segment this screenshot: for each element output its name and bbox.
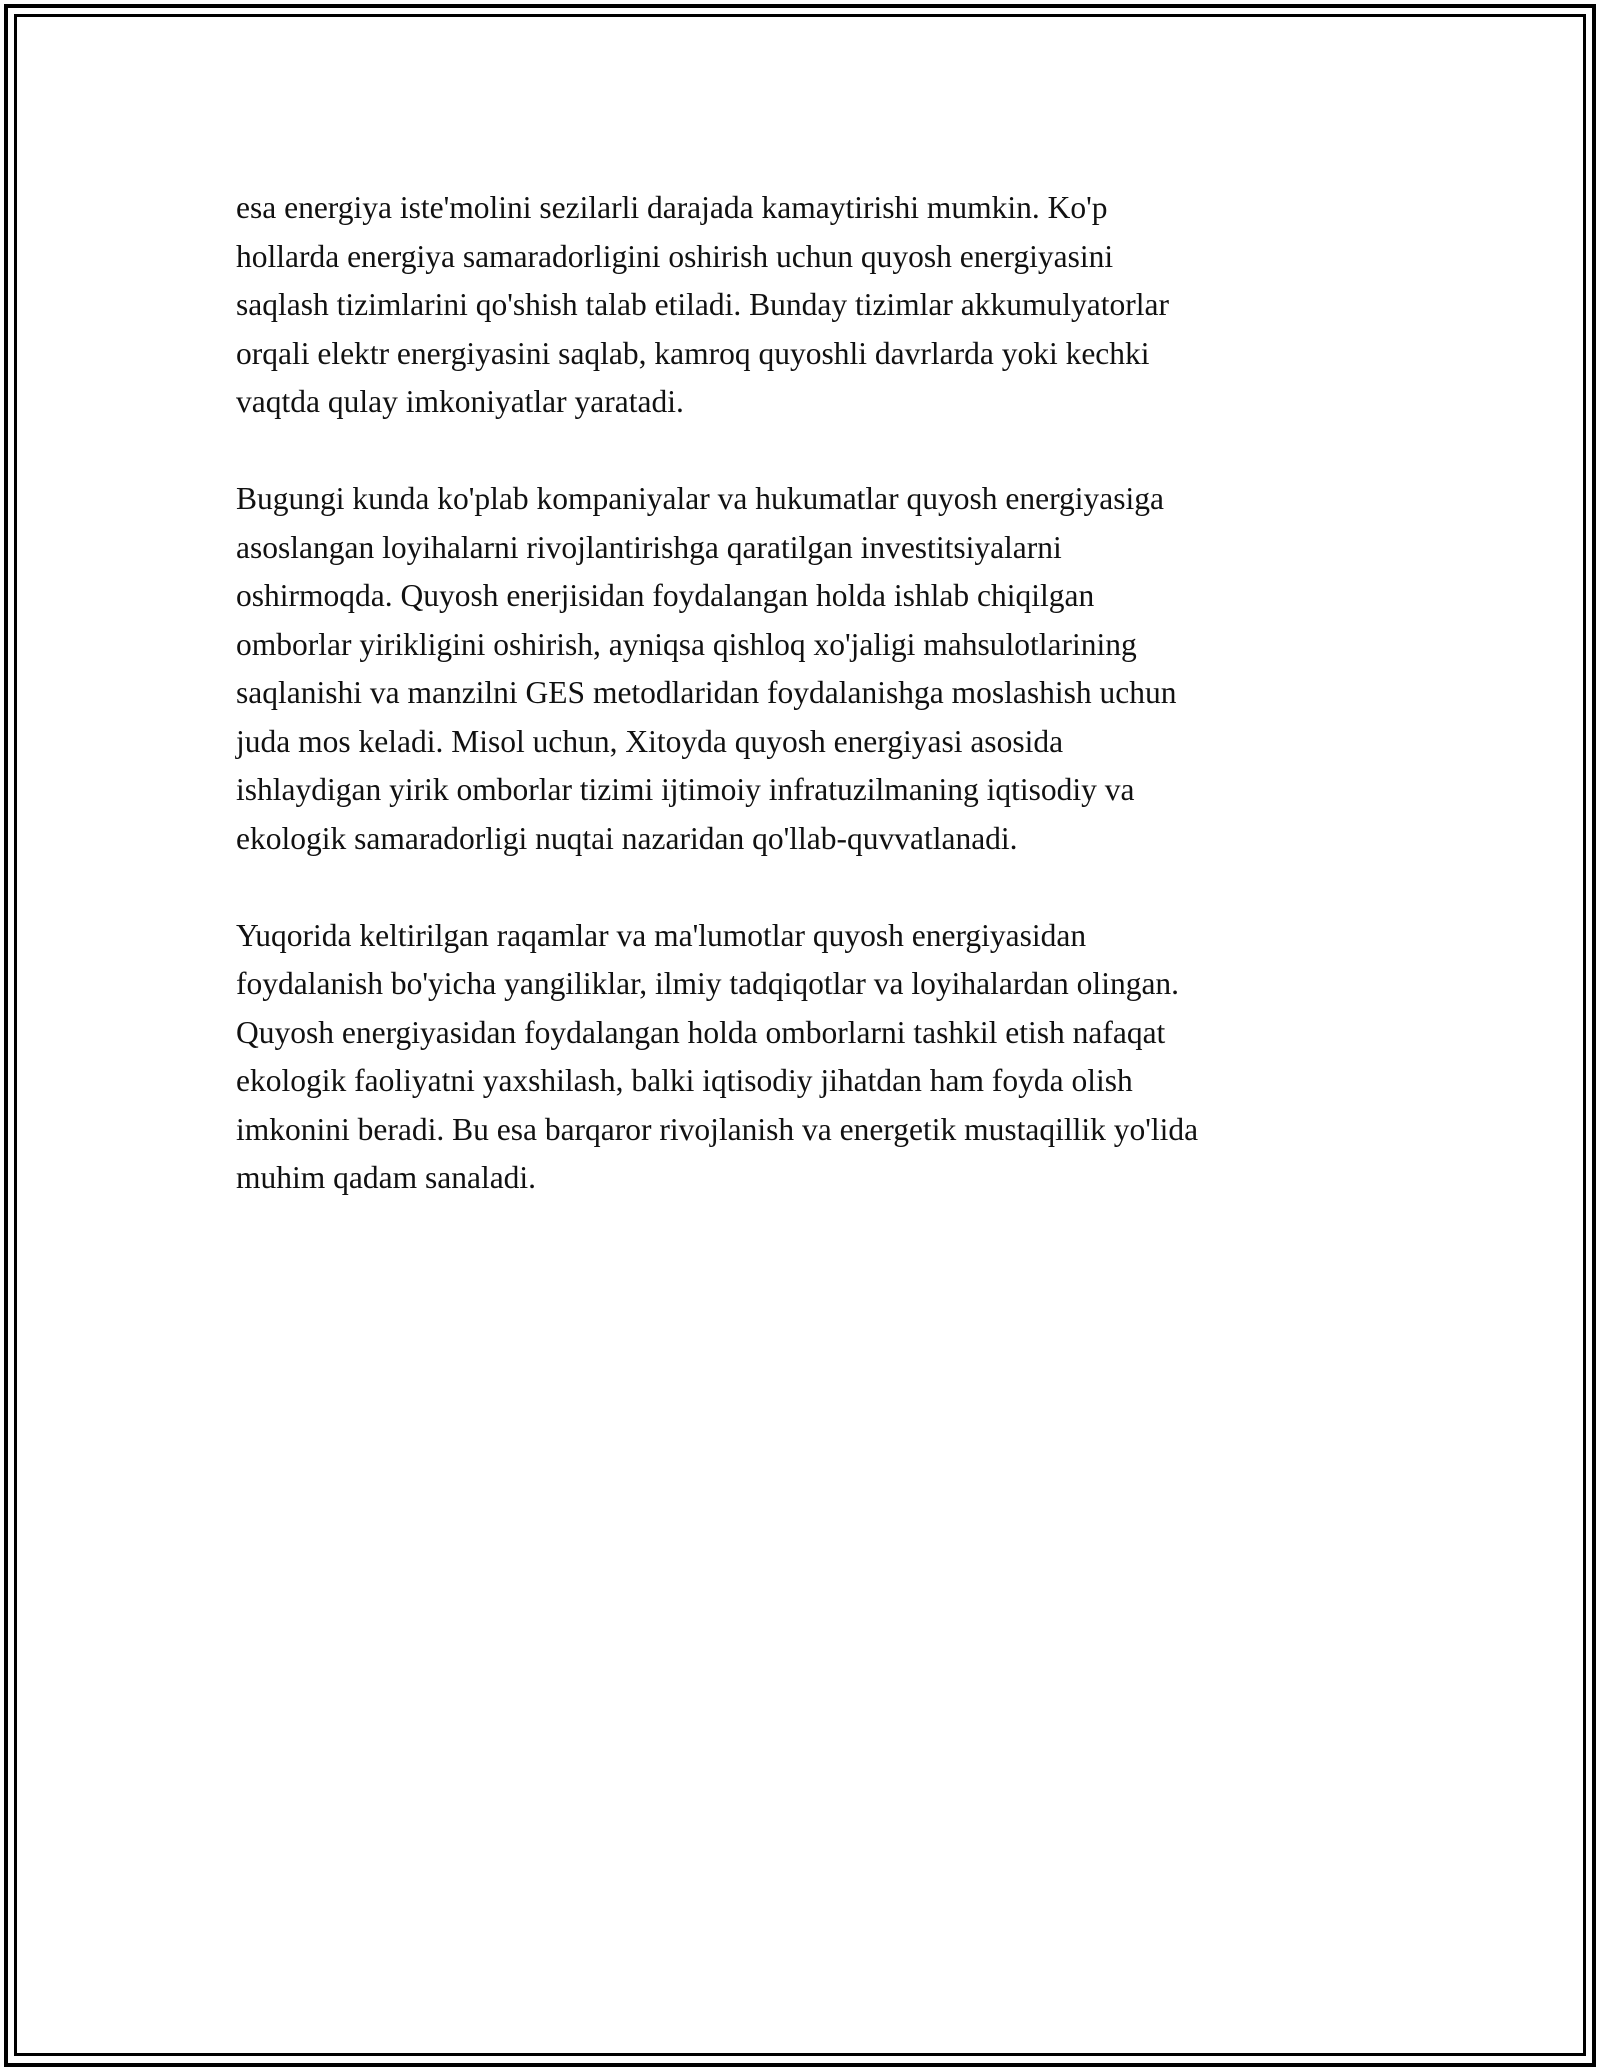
paragraph-3: Yuqorida keltirilgan raqamlar va ma'lumotlar quyosh energiyasidan foydalanish bo'yicha yangiliklar, ilmiy tadqiqotlar va loyihalardan olingan. Quyosh energiyasidan foydalangan holda omborlarni tashkil etish nafaqat ekologik faoliyatni yaxshilash, balki iqtisodiy jihatdan ham foyda olish imkonini beradi. Bu esa barqaror rivojlanish va energetik mustaqillik yo'lida muhim qadam sanaladi. (236, 917, 1199, 1195)
paragraph-2: Bugungi kunda ko'plab kompaniyalar va hukumatlar quyosh energiyasiga asoslangan loyihalarni rivojlantirishga qaratilgan investitsiyalarni oshirmoqda. Quyosh enerjisidan foydalangan holda ishlab chiqilgan omborlar yirikligini oshirish, ayniqsa qishloq xo'jaligi mahsulotlarining saqlanishi va manzilni GES metodlaridan foydalanishga moslashish uchun juda mos keladi. Misol uchun, Xitoyda quyosh energiyasi asosida ishlaydigan yirik omborlar tizimi ijtimoiy infratuzilmaning iqtisodiy va ekologik samaradorligi nuqtai nazaridan qo'llab-quvvatlanadi. (236, 481, 1177, 856)
paragraph-1: esa energiya iste'molini sezilarli darajada kamaytirishi mumkin. Ko'p hollarda energiya samaradorligini oshirish uchun quyosh energiyasini saqlash tizimlarini qo'shish talab etiladi. Bunday tizimlar akkumulyatorlar orqali elektr energiyasini saqlab, kamroq quyoshli davrlarda yoki kechki vaqtda qulay imkoniyatlar yaratadi. (236, 190, 1169, 419)
document-body (236, 184, 1376, 1251)
